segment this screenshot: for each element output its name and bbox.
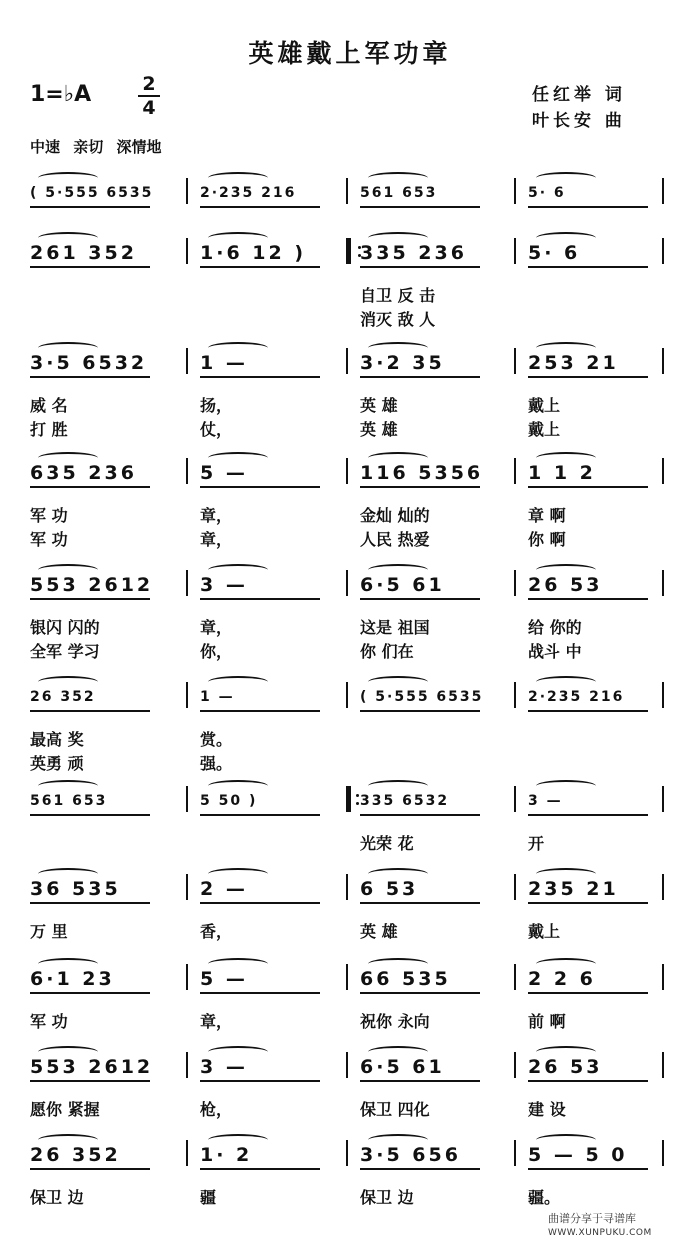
beam-underline <box>528 1168 648 1170</box>
lyric-text: 戴上 <box>528 420 561 439</box>
lyric-text: 消灭 敌 人 <box>360 310 436 329</box>
beam-underline <box>200 1168 320 1170</box>
barline <box>662 786 664 812</box>
barline <box>662 458 664 484</box>
lyric-text: 英勇 顽 <box>30 754 84 773</box>
beam-underline <box>528 814 648 816</box>
slur <box>368 868 428 880</box>
lyric-text: 最高 奖 <box>30 730 84 749</box>
measure-notes: 3 — <box>528 793 563 809</box>
beam-underline <box>360 486 480 488</box>
lyric-text: 万 里 <box>30 922 68 941</box>
lyric-text: 给 你的 <box>528 618 582 637</box>
lyric-text: 全军 学习 <box>30 642 100 661</box>
slur <box>536 452 596 464</box>
beam-underline <box>360 992 480 994</box>
slur <box>208 1134 268 1146</box>
lyric-text: 愿你 紧握 <box>30 1100 100 1119</box>
beam-underline <box>200 814 320 816</box>
watermark <box>548 1212 698 1240</box>
lyric-text: 你 啊 <box>528 530 566 549</box>
lyric-text: 祝你 永向 <box>360 1012 430 1031</box>
notation-line <box>0 564 700 608</box>
lyric-text: 疆。 <box>528 1188 561 1207</box>
slur <box>368 958 428 970</box>
measure-notes: 2·235 216 <box>200 185 297 201</box>
measure-notes: 1 1 2 <box>528 462 596 484</box>
lyric-text: 英 雄 <box>360 396 398 415</box>
measure-notes: 261 352 <box>30 242 137 264</box>
score-row <box>0 676 700 786</box>
barline <box>186 238 188 264</box>
barline <box>514 348 516 374</box>
measure-notes: 1 — <box>200 352 248 374</box>
measure-notes: 553 2612 <box>30 1056 154 1078</box>
notation-line <box>0 868 700 912</box>
lyric-text: 自卫 反 击 <box>360 286 436 305</box>
measure-notes: 1 — <box>200 689 235 705</box>
slur <box>208 780 268 792</box>
beam-underline <box>200 710 320 712</box>
beam-underline <box>200 598 320 600</box>
beam-underline <box>528 486 648 488</box>
barline <box>662 348 664 374</box>
lyric-text: 枪， <box>200 1100 233 1119</box>
measure-notes: 2 2 6 <box>528 968 596 990</box>
barline <box>662 1140 664 1166</box>
slur <box>208 452 268 464</box>
barline <box>514 178 516 204</box>
beam-underline <box>360 1168 480 1170</box>
lyric-text: 章 啊 <box>528 506 566 525</box>
slur <box>38 172 98 184</box>
watermark-text: 曲谱分享于寻谱库 <box>548 1212 636 1225</box>
lyric-text: 扬， <box>200 396 233 415</box>
measure-notes: 2·235 216 <box>528 689 625 705</box>
barline <box>346 348 348 374</box>
composer-credit: 叶长安 曲 <box>532 111 626 131</box>
slur <box>38 232 98 244</box>
slur <box>208 342 268 354</box>
slur <box>536 676 596 688</box>
beam-underline <box>30 710 150 712</box>
lyric-text: 章， <box>200 1012 233 1031</box>
measure-notes: 6·5 61 <box>360 1056 445 1078</box>
measure-notes: 3·5 6532 <box>30 352 148 374</box>
lyric-text: 人民 热爱 <box>360 530 430 549</box>
slur <box>38 868 98 880</box>
lyric-text: 戴上 <box>528 922 561 941</box>
barline <box>514 238 516 264</box>
notation-line <box>0 958 700 1002</box>
measure-notes: 3·2 35 <box>360 352 445 374</box>
measure-notes: 6·1 23 <box>30 968 115 990</box>
slur <box>368 172 428 184</box>
tempo-marking: 中速 亲切 深情地 <box>30 138 162 156</box>
barline <box>346 178 348 204</box>
beam-underline <box>360 1080 480 1082</box>
notation-line <box>0 780 700 824</box>
lyric-text: 英 雄 <box>360 922 398 941</box>
lyricist-credit: 任红举 词 <box>532 85 626 105</box>
beam-underline <box>200 902 320 904</box>
slur <box>368 452 428 464</box>
barline <box>514 964 516 990</box>
slur <box>38 780 98 792</box>
barline <box>346 1052 348 1078</box>
song-title: 英雄戴上军功章 <box>248 39 452 68</box>
beam-underline <box>30 1168 150 1170</box>
barline <box>662 964 664 990</box>
lyric-text: 赏。 <box>200 730 233 749</box>
barline <box>186 570 188 596</box>
slur <box>368 564 428 576</box>
lyric-text: 保卫 四化 <box>360 1100 430 1119</box>
lyric-text: 你 们在 <box>360 642 414 661</box>
slur <box>38 676 98 688</box>
slur <box>208 1046 268 1058</box>
beam-underline <box>200 266 320 268</box>
notation-line <box>0 452 700 496</box>
beam-underline <box>360 710 480 712</box>
slur <box>208 868 268 880</box>
notation-line <box>0 342 700 386</box>
slur <box>536 958 596 970</box>
slur <box>208 232 268 244</box>
measure-notes: 5 — <box>200 968 248 990</box>
beam-underline <box>528 710 648 712</box>
slur <box>368 1134 428 1146</box>
barline <box>186 786 188 812</box>
slur <box>368 676 428 688</box>
measure-notes: 1·6 12 ) <box>200 242 307 264</box>
beam-underline <box>528 992 648 994</box>
lyric-text: 保卫 边 <box>30 1188 84 1207</box>
lyric-text: 仗， <box>200 420 233 439</box>
beam-underline <box>30 206 150 208</box>
barline <box>662 682 664 708</box>
measure-notes: 26 53 <box>528 574 603 596</box>
notation-line <box>0 1134 700 1178</box>
barline <box>186 178 188 204</box>
lyric-text: 军 功 <box>30 530 68 549</box>
slur <box>368 342 428 354</box>
score-row <box>0 564 700 674</box>
measure-notes: 335 236 <box>360 242 467 264</box>
beam-underline <box>360 598 480 600</box>
barline <box>514 682 516 708</box>
barline <box>186 458 188 484</box>
beam-underline <box>30 1080 150 1082</box>
beam-underline <box>528 598 648 600</box>
barline <box>186 874 188 900</box>
barline <box>346 682 348 708</box>
barline <box>186 964 188 990</box>
beam-underline <box>200 206 320 208</box>
time-sig-bottom: 4 <box>142 97 156 119</box>
slur <box>208 958 268 970</box>
score-row <box>0 452 700 562</box>
lyric-text: 军 功 <box>30 1012 68 1031</box>
score-row <box>0 342 700 452</box>
beam-underline <box>30 814 150 816</box>
measure-notes: ( 5·555 6535 <box>30 185 154 201</box>
beam-underline <box>360 376 480 378</box>
notation-line <box>0 1046 700 1090</box>
barline <box>346 786 351 812</box>
lyric-text: 光荣 花 <box>360 834 414 853</box>
barline <box>662 178 664 204</box>
beam-underline <box>528 266 648 268</box>
measure-notes: 6 53 <box>360 878 419 900</box>
watermark-url: WWW.XUNPUKU.COM <box>548 1228 652 1238</box>
measure-notes: 3 — <box>200 574 248 596</box>
beam-underline <box>200 992 320 994</box>
notation-line <box>0 232 700 276</box>
beam-underline <box>30 376 150 378</box>
measure-notes: ( 5·555 6535 <box>360 689 484 705</box>
measure-notes: 2 — <box>200 878 248 900</box>
measure-notes: 3 — <box>200 1056 248 1078</box>
slur <box>536 1134 596 1146</box>
repeat-sign <box>356 794 359 797</box>
lyric-text: 开 <box>528 834 545 853</box>
barline <box>346 964 348 990</box>
slur <box>208 172 268 184</box>
barline <box>346 458 348 484</box>
beam-underline <box>360 266 480 268</box>
barline <box>346 1140 348 1166</box>
time-signature <box>138 74 160 118</box>
lyric-text: 强。 <box>200 754 233 773</box>
lyric-text: 章， <box>200 618 233 637</box>
barline <box>514 1140 516 1166</box>
lyric-text: 威 名 <box>30 396 68 415</box>
lyric-text: 战斗 中 <box>528 642 582 661</box>
slur <box>368 780 428 792</box>
beam-underline <box>360 814 480 816</box>
barline <box>662 570 664 596</box>
barline <box>514 874 516 900</box>
notation-line <box>0 172 700 216</box>
measure-notes: 5· 6 <box>528 242 581 264</box>
lyric-text: 银闪 闪的 <box>30 618 100 637</box>
slur <box>38 452 98 464</box>
slur <box>38 564 98 576</box>
barline <box>346 570 348 596</box>
lyric-text: 这是 祖国 <box>360 618 430 637</box>
barline <box>186 348 188 374</box>
measure-notes: 66 535 <box>360 968 451 990</box>
lyric-text: 你， <box>200 642 233 661</box>
measure-notes: 5 — <box>200 462 248 484</box>
measure-notes: 235 21 <box>528 878 619 900</box>
slur <box>536 172 596 184</box>
measure-notes: 116 5356 <box>360 462 484 484</box>
lyric-text: 疆 <box>200 1188 217 1207</box>
lyric-text: 香， <box>200 922 233 941</box>
lyric-text: 建 设 <box>528 1100 566 1119</box>
measure-notes: 26 53 <box>528 1056 603 1078</box>
slur <box>208 676 268 688</box>
measure-notes: 6·5 61 <box>360 574 445 596</box>
measure-notes: 561 653 <box>30 793 108 809</box>
barline <box>346 874 348 900</box>
beam-underline <box>30 486 150 488</box>
barline <box>186 1140 188 1166</box>
barline <box>514 570 516 596</box>
lyric-text: 戴上 <box>528 396 561 415</box>
slur <box>38 342 98 354</box>
lyric-text: 英 雄 <box>360 420 398 439</box>
measure-notes: 26 352 <box>30 689 96 705</box>
time-sig-top: 2 <box>142 73 156 95</box>
measure-notes: 553 2612 <box>30 574 154 596</box>
beam-underline <box>200 1080 320 1082</box>
measure-notes: 5· 6 <box>528 185 566 201</box>
slur <box>536 232 596 244</box>
measure-notes: 5 50 ) <box>200 793 258 809</box>
barline <box>186 682 188 708</box>
barline <box>662 1052 664 1078</box>
beam-underline <box>528 1080 648 1082</box>
slur <box>536 868 596 880</box>
beam-underline <box>528 376 648 378</box>
credits <box>532 82 626 134</box>
slur <box>536 564 596 576</box>
measure-notes: 3·5 656 <box>360 1144 461 1166</box>
slur <box>38 1134 98 1146</box>
slur <box>536 342 596 354</box>
key-signature: 1=♭A <box>30 82 92 107</box>
lyric-text: 金灿 灿的 <box>360 506 430 525</box>
beam-underline <box>30 902 150 904</box>
barline <box>514 1052 516 1078</box>
beam-underline <box>360 206 480 208</box>
beam-underline <box>30 992 150 994</box>
slur <box>38 1046 98 1058</box>
slur <box>536 1046 596 1058</box>
slur <box>38 958 98 970</box>
beam-underline <box>528 902 648 904</box>
beam-underline <box>360 902 480 904</box>
measure-notes: 635 236 <box>30 462 137 484</box>
beam-underline <box>528 206 648 208</box>
score-row <box>0 232 700 342</box>
lyric-text: 前 啊 <box>528 1012 566 1031</box>
slur <box>536 780 596 792</box>
measure-notes: 335 6532 <box>360 793 450 809</box>
measure-notes: 561 653 <box>360 185 438 201</box>
beam-underline <box>30 266 150 268</box>
lyric-text: 章， <box>200 506 233 525</box>
lyric-text: 打 胜 <box>30 420 68 439</box>
slur <box>368 232 428 244</box>
barline <box>514 458 516 484</box>
barline <box>514 786 516 812</box>
slur <box>368 1046 428 1058</box>
barline <box>662 238 664 264</box>
beam-underline <box>200 376 320 378</box>
beam-underline <box>200 486 320 488</box>
measure-notes: 5 — 5 0 <box>528 1144 628 1166</box>
barline <box>186 1052 188 1078</box>
measure-notes: 26 352 <box>30 1144 121 1166</box>
notation-line <box>0 676 700 720</box>
barline <box>662 874 664 900</box>
lyric-text: 保卫 边 <box>360 1188 414 1207</box>
lyric-text: 军 功 <box>30 506 68 525</box>
measure-notes: 1· 2 <box>200 1144 253 1166</box>
measure-notes: 36 535 <box>30 878 121 900</box>
beam-underline <box>30 598 150 600</box>
slur <box>208 564 268 576</box>
barline <box>346 238 351 264</box>
measure-notes: 253 21 <box>528 352 619 374</box>
lyric-text: 章， <box>200 530 233 549</box>
